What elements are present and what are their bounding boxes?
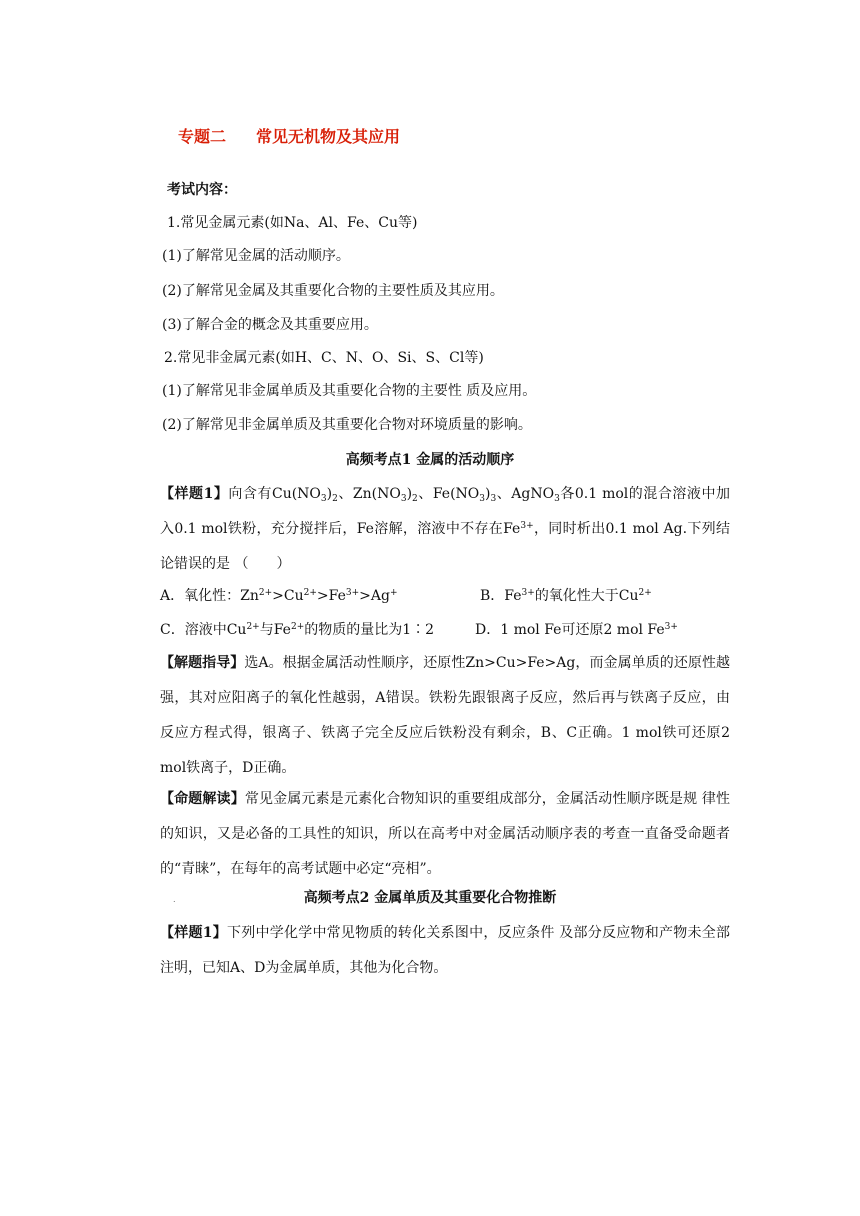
example-lead: 【样题1】 — [160, 486, 229, 502]
option-b — [480, 586, 652, 606]
subscript: 3 — [554, 494, 560, 504]
exam-item-6: (1)了解常见非金属单质及其重要化合物的主要性 质及应用。 — [162, 383, 537, 399]
exam-item-2: (1)了解常见金属的活动顺序。 — [162, 248, 350, 264]
option-text: C．溶液中Cu — [160, 622, 247, 638]
example-text: 向含有Cu(NO — [228, 486, 321, 502]
subscript: 2 — [412, 494, 418, 504]
title-part1: 专题二 — [178, 127, 227, 146]
exam-item-7: (2)了解常见非金属单质及其重要化合物对环境质量的影响。 — [162, 417, 532, 433]
option-text: B．Fe — [480, 588, 522, 604]
interpret-lead: 【命题解读】 — [160, 791, 245, 807]
superscript: 2+ — [290, 622, 305, 632]
superscript: 3+ — [345, 588, 360, 598]
option-text: 的物质的量比为1∶2 — [304, 622, 435, 638]
superscript: + — [389, 588, 398, 598]
exam-item-5: 2.常见非金属元素(如H、C、N、O、Si、S、Cl等) — [164, 350, 484, 366]
subscript: 2 — [332, 494, 338, 504]
exam-item-3: (2)了解常见金属及其重要化合物的主要性质及其应用。 — [162, 283, 504, 299]
option-text: 与Fe — [259, 622, 291, 638]
exam-item-1: 1.常见金属元素(如Na、Al、Fe、Cu等) — [167, 215, 418, 231]
guide-text: 选A。根据金属活动性顺序，还原性Zn>Cu>Fe>Ag，而金属单质的还原性越强，其对应阳离子的氧化性越弱，A错误。铁粉先跟银离子反应，然后再与铁离子反应，由反应方程式得，银离子、铁离子完全反应后铁粉没有剩余，B、C正确。1 mol铁可还原2 mol铁离子，D正确。 — [160, 655, 730, 776]
interpret-text: 常见金属元素是元素化合物知识的重要组成部分，金属活动性顺序既是规 律性的知识，又是必备的工具性的知识，所以在高考中对金属活动顺序表的考查一直备受命题者的“青睐”，在每年的高考试题中必定“亮相”。 — [160, 791, 731, 877]
option-text: >Ag — [359, 588, 390, 604]
example2-text: 下列中学化学中常见物质的转化关系图中，反应条件 及部分反应物和产物未全部注明，已知A、D为金属单质，其他为化合物。 — [160, 925, 730, 976]
section1-heading: 高频考点1 金属的活动顺序 — [345, 452, 515, 468]
example-text: 各0.1 mol的混合溶液中加入0.1 mol铁粉，充分搅拌后，Fe溶解，溶液中不存在Fe — [160, 486, 730, 537]
guide-lead: 【解题指导】 — [160, 655, 245, 671]
option-text: >Fe — [316, 588, 346, 604]
superscript: 2+ — [258, 588, 273, 598]
superscript: 3+ — [521, 588, 535, 598]
subscript: 3 — [490, 494, 497, 504]
superscript: 2+ — [303, 588, 317, 598]
example-text: ) — [485, 486, 491, 502]
superscript: 2+ — [246, 622, 260, 632]
section2-example — [160, 916, 730, 986]
option-text: A．氧化性：Zn — [160, 588, 259, 604]
option-text: D．1 mol Fe可还原2 mol Fe — [475, 622, 665, 638]
option-c — [160, 620, 434, 640]
option-d — [475, 620, 678, 640]
exam-item-4: (3)了解合金的概念及其重要应用。 — [162, 317, 378, 333]
example-text: ，同时析出0.1 mol Ag.下列结论错误的是 （ ） — [160, 521, 730, 572]
exam-heading: 考试内容： — [167, 182, 237, 198]
example-text: ) — [326, 486, 333, 502]
superscript: 2+ — [638, 588, 652, 598]
page-title — [178, 124, 400, 147]
subscript: 3 — [320, 494, 327, 504]
superscript: 3+ — [520, 521, 534, 531]
example2-lead: 【样题1】 — [160, 925, 227, 941]
option-text: 的氧化性大于Cu — [534, 588, 639, 604]
option-a — [160, 586, 398, 606]
stray-dot: . — [173, 895, 176, 904]
proposition-interpretation — [160, 782, 730, 887]
example-text: 、Zn(NO — [337, 486, 401, 502]
solution-guide — [160, 646, 730, 786]
section1-example — [160, 477, 730, 582]
superscript: 3+ — [664, 622, 678, 632]
example-text: 、Fe(NO — [417, 486, 480, 502]
section2-heading: 高频考点2 金属单质及其重要化合物推断 — [303, 890, 557, 906]
option-text: >Cu — [272, 588, 304, 604]
subscript: 3 — [479, 494, 485, 504]
title-part2: 常见无机物及其应用 — [256, 127, 401, 146]
example-text: ) — [406, 486, 413, 502]
subscript: 3 — [400, 494, 407, 504]
example-text: 、AgNO — [496, 486, 555, 502]
